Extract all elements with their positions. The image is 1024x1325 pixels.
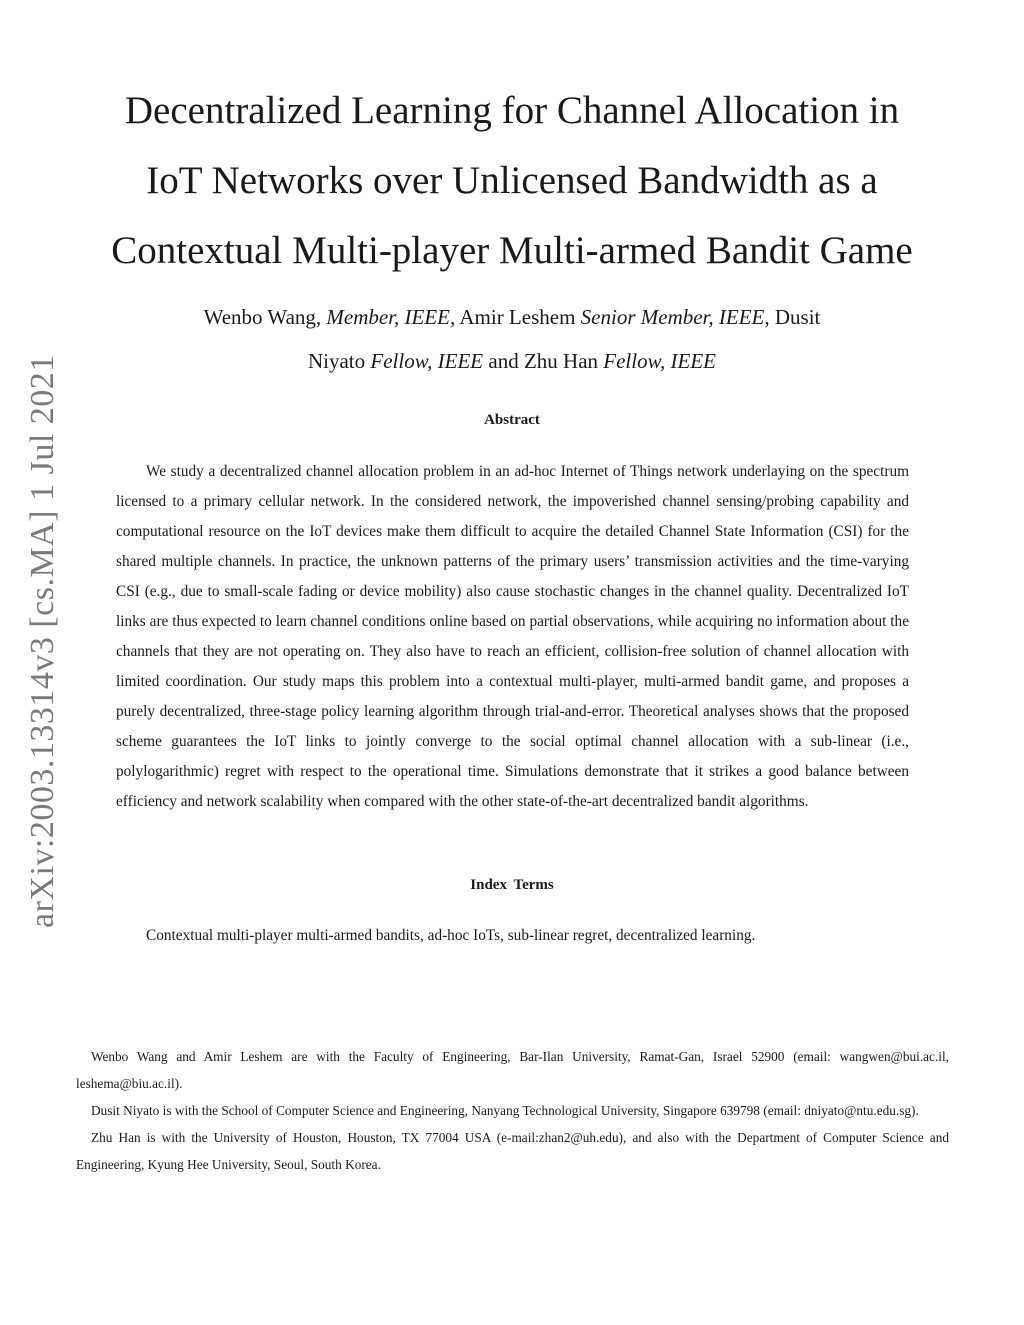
title-line-1: Decentralized Learning for Channel Allocation in xyxy=(124,89,900,132)
author-name: Wenbo Wang, xyxy=(203,305,322,329)
footnote-wang-leshem: Wenbo Wang and Amir Leshem are with the Faculty of Engineering, Bar-Ilan University, Ramat-Gan, Israel 52900 (email: wangwen@bui.ac.il, leshema@biu.ac.il). xyxy=(76,1049,949,1091)
index-terms-text: Contextual multi-player multi-armed bandits, ad-hoc IoTs, sub-linear regret, decentralized learning. xyxy=(146,927,756,944)
author-name: , Dusit xyxy=(764,305,821,329)
footnote-han: Zhu Han is with the University of Houston, Houston, TX 77004 USA (e-mail:zhan2@uh.edu), and also with the Department of Computer Science and Engineering, Kyung Hee University, Seoul, South Korea. xyxy=(76,1130,949,1172)
author-name: Niyato xyxy=(307,349,366,373)
arxiv-identifier-stamp: arXiv:2003.13314v3 [cs.MA] 1 Jul 2021 xyxy=(24,354,61,928)
author-line-1 xyxy=(60,295,964,339)
paper-title xyxy=(60,76,964,286)
author-membership: Member, IEEE, xyxy=(326,305,456,329)
title-line-3: Contextual Multi-player Multi-armed Bandit Game xyxy=(111,229,913,272)
author-membership: Fellow, IEEE xyxy=(603,349,717,373)
index-terms-heading: Index Terms xyxy=(470,877,554,893)
author-membership: Senior Member, IEEE xyxy=(580,305,765,329)
author-footnotes xyxy=(76,1043,949,1178)
abstract-heading: Abstract xyxy=(484,412,540,428)
author-name: and Zhu Han xyxy=(488,349,599,373)
author-name: Amir Leshem xyxy=(459,305,576,329)
title-line-2: IoT Networks over Unlicensed Bandwidth as a xyxy=(146,159,878,202)
author-block xyxy=(60,295,964,383)
author-line-2 xyxy=(60,339,964,383)
author-membership: Fellow, IEEE xyxy=(370,349,484,373)
footnote-niyato: Dusit Niyato is with the School of Computer Science and Engineering, Nanyang Technological University, Singapore 639798 (email: dniyato@ntu.edu.sg). xyxy=(91,1103,919,1118)
abstract-text: We study a decentralized channel allocation problem in an ad-hoc Internet of Things network underlaying on the spectrum licensed to a primary cellular network. In the considered network, the impoverished channel sensing/probing capability and computational resource on the IoT devices make them difficult to acquire the detailed Channel State Information (CSI) for the shared multiple channels. In practice, the unknown patterns of the primary users’ transmission activities and the time-varying CSI (e.g., due to small-scale fading or device mobility) also cause stochastic changes in the channel quality. Decentralized IoT links are thus expected to learn channel conditions online based on partial observations, while acquiring no information about the channels that they are not operating on. They also have to reach an efficient, collision-free solution of channel allocation with limited coordination. Our study maps this problem into a contextual multi-player, multi-armed bandit game, and proposes a purely decentralized, three-stage policy learning algorithm through trial-and-error. Theoretical analyses shows that the proposed scheme guarantees the IoT links to jointly converge to the social optimal channel allocation with a sub-linear (i.e., polylogarithmic) regret with respect to the operational time. Simulations demonstrate that it strikes a good balance between efficiency and network scalability when compared with the other state-of-the-art decentralized bandit algorithms. xyxy=(116,463,909,810)
